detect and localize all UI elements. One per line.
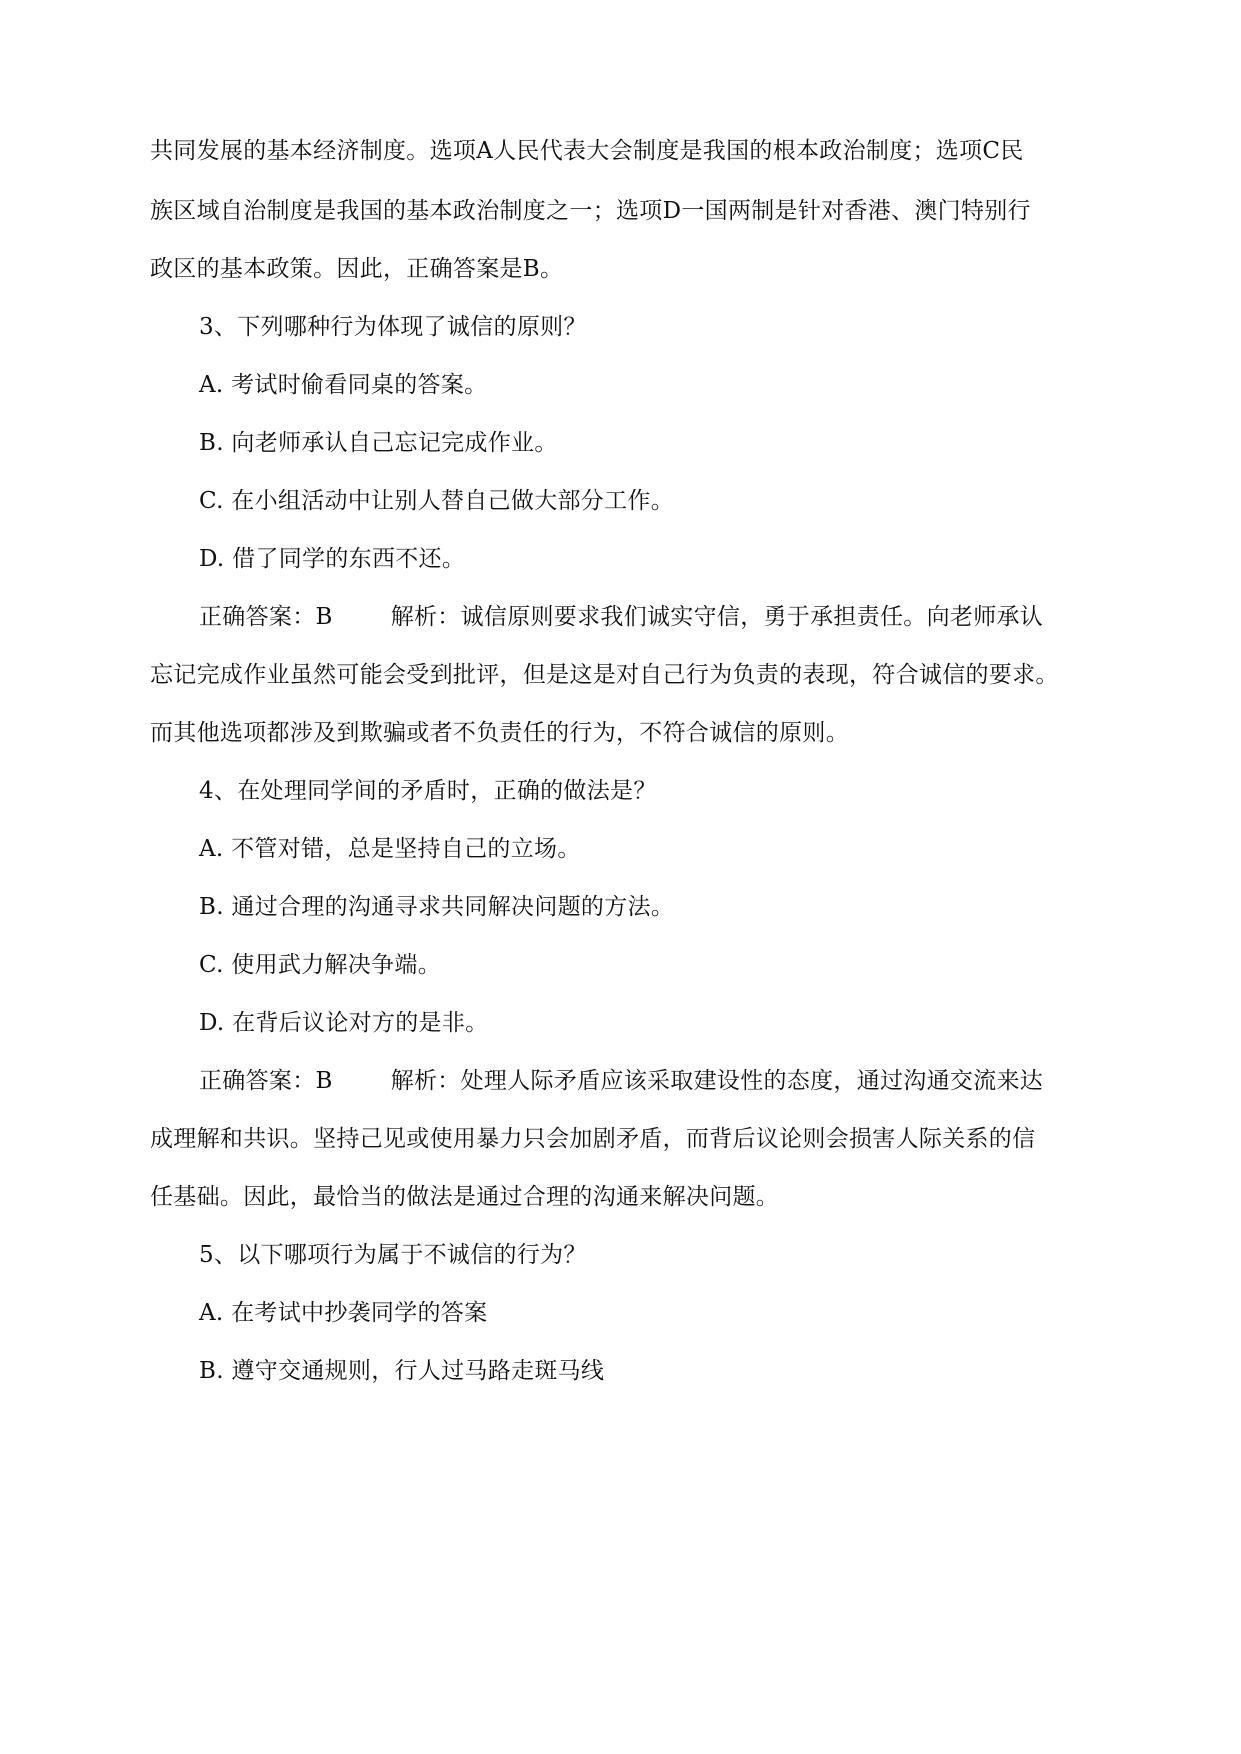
question-option: A. 考试时偷看同桌的答案。	[199, 372, 488, 398]
question-stem: 5、以下哪项行为属于不诚信的行为？	[199, 1242, 587, 1268]
question-option: B. 向老师承认自己忘记完成作业。	[199, 430, 558, 456]
paragraph-line: 共同发展的基本经济制度。选项A人民代表大会制度是我国的根本政治制度；选项C民	[150, 138, 1024, 164]
question-option: A. 在考试中抄袭同学的答案	[199, 1300, 488, 1326]
analysis-line: 成理解和共识。坚持己见或使用暴力只会加剧矛盾，而背后议论则会损害人际关系的信	[150, 1126, 1036, 1152]
question-option: D. 在背后议论对方的是非。	[199, 1010, 489, 1036]
question-option: B. 遵守交通规则，行人过马路走斑马线	[199, 1358, 605, 1384]
question-stem: 4、在处理同学间的矛盾时，正确的做法是？	[199, 778, 657, 804]
question-option: B. 通过合理的沟通寻求共同解决问题的方法。	[199, 894, 675, 920]
analysis-line: 而其他选项都涉及到欺骗或者不负责任的行为，不符合诚信的原则。	[150, 720, 849, 746]
question-option: D. 借了同学的东西不还。	[199, 546, 466, 572]
answer-label: 正确答案：B	[199, 604, 333, 630]
question-option: A. 不管对错，总是坚持自己的立场。	[199, 836, 581, 862]
paragraph-line: 政区的基本政策。因此，正确答案是B。	[150, 256, 564, 282]
answer-analysis-line	[199, 602, 1043, 632]
question-option: C. 在小组活动中让别人替自己做大部分工作。	[199, 488, 675, 514]
analysis-line: 忘记完成作业虽然可能会受到批评，但是这是对自己行为负责的表现，符合诚信的要求。	[150, 662, 1059, 688]
paragraph-line: 族区域自治制度是我国的基本政治制度之一；选项D一国两制是针对香港、澳门特别行	[150, 198, 1031, 224]
analysis-text: 解析：诚信原则要求我们诚实守信，勇于承担责任。向老师承认	[390, 604, 1044, 630]
analysis-line: 任基础。因此，最恰当的做法是通过合理的沟通来解决问题。	[150, 1184, 780, 1210]
analysis-text: 解析：处理人际矛盾应该采取建设性的态度，通过沟通交流来达	[390, 1068, 1044, 1094]
question-option: C. 使用武力解决争端。	[199, 952, 442, 978]
answer-label: 正确答案：B	[199, 1068, 333, 1094]
answer-analysis-line	[199, 1066, 1043, 1096]
question-stem: 3、下列哪种行为体现了诚信的原则？	[199, 314, 587, 340]
